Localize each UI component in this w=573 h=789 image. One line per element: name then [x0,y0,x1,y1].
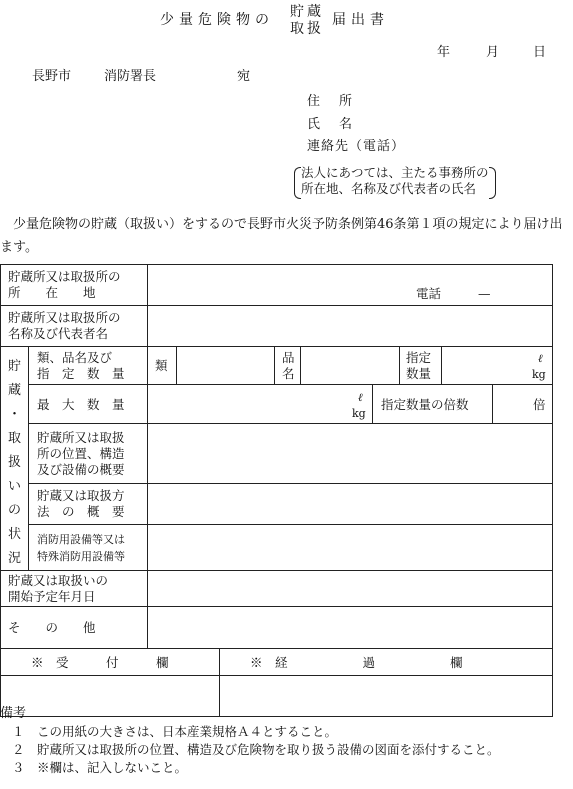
progress-header: ※ 経 過 欄 [250,655,463,670]
corporation-note [301,165,489,197]
status-vertical-char: 扱 [7,455,21,470]
type-label-line1: 類、品名及び [37,350,113,365]
status-vertical-char: 状 [7,527,21,542]
reception-header-cell [0,648,220,676]
method-label-cell [28,483,148,525]
note-2: ２ 貯蔵所又は取扱所の位置、構造及び危険物を取り扱う設備の図面を添付すること。 [12,742,500,757]
facility-overview-line3: 及び設備の概要 [37,462,125,477]
location-label-line2: 所 在 地 [8,285,96,300]
corporation-note-line2: 所在地、名称及び代表者の氏名 [301,181,477,196]
other-label: そ の 他 [8,620,96,635]
max-qty-unit-liter: ℓ [358,391,363,404]
form-title-prefix: 少量危険物の [160,12,274,28]
max-qty-unit-kg: kg [352,407,366,420]
facility-overview-line2: 所の位置、構造 [37,446,125,461]
form-title-stack [290,4,324,38]
note-3: ３ ※欄は、記入しないこと。 [12,760,188,775]
status-vertical-char: い [7,479,21,494]
status-vertical-label [1,355,28,571]
location-value-cell[interactable] [147,264,553,306]
start-date-line2: 開始予定年月日 [8,589,96,604]
facility-name-label-line2: 名称及び代表者名 [8,326,109,341]
method-label-line1: 貯蔵又は取扱方 [37,488,125,503]
designated-qty-label-bottom: 数量 [406,366,432,381]
status-vertical-char: 蔵 [7,383,21,398]
facility-name-value-cell[interactable] [147,305,553,347]
notes-heading: 備考 [0,706,27,721]
type-label-line2: 指 定 数 量 [37,366,125,381]
hinmei-label-top: 品 [282,350,295,365]
applicant-name-label: 氏 名 [307,117,356,132]
form-title-suffix: 届出書 [332,12,389,28]
fire-equipment-line1: 消防用設備等又は [37,533,125,546]
multiple-value-cell[interactable] [492,384,553,424]
hinmei-label-bottom: 名 [282,366,295,381]
fire-equipment-label-cell [28,524,148,571]
status-vertical-char: の [7,503,21,518]
date-day: 日 [533,45,547,60]
max-qty-label-cell [28,384,148,424]
phone-dash: — [478,286,491,301]
date-month: 月 [486,45,500,60]
start-date-value-cell[interactable] [147,570,553,607]
hinmei-label-cell [274,346,301,385]
multiple-unit: 倍 [533,397,546,412]
multiple-label-cell [372,384,493,424]
start-date-line1: 貯蔵又は取扱いの [8,573,109,588]
form-title-store: 貯蔵 [290,4,324,20]
applicant-contact-label: 連絡先（電話） [307,139,406,154]
applicant-address-label: 住 所 [307,94,356,109]
progress-header-cell [219,648,553,676]
rui-value-cell[interactable] [176,346,275,385]
hinmei-value-cell[interactable] [300,346,400,385]
fire-equipment-value-cell[interactable] [147,524,553,571]
rui-label: 類 [155,358,168,373]
start-date-label-cell [0,570,148,607]
location-label-line1: 貯蔵所又は取扱所の [8,269,121,284]
type-label-cell [28,346,148,385]
form-title-handle: 取扱 [290,21,324,37]
facility-name-label-line1: 貯蔵所又は取扱所の [8,310,121,325]
designated-qty-unit-kg: kg [532,368,546,381]
method-value-cell[interactable] [147,483,553,525]
status-vertical-char: 取 [7,431,21,446]
max-qty-label: 最 大 数 量 [37,397,125,412]
designated-qty-unit-liter: ℓ [538,352,543,365]
max-qty-value-cell[interactable] [147,384,373,424]
rui-label-cell [147,346,177,385]
status-vertical-cell [0,346,29,571]
phone-label: 電話 [416,286,442,301]
intro-statement: 少量危険物の貯蔵（取扱い）をするので長野市火災予防条例第46条第１項の規定により届け出ます。 [0,217,563,255]
facility-overview-line1: 貯蔵所又は取扱 [37,430,125,445]
status-vertical-char: 況 [7,551,21,566]
addressee-city: 長野市 [32,69,72,84]
addressee-chief: 消防署長 [104,69,157,84]
progress-value-cell [219,675,553,717]
location-label-cell [0,264,148,306]
designated-qty-label-cell [399,346,442,385]
multiple-label: 指定数量の倍数 [381,397,469,412]
corporation-note-line1: 法人にあつては、主たる事務所の [301,165,489,180]
status-vertical-char: 貯 [7,359,21,374]
reception-value-cell [0,675,220,717]
designated-qty-label-top: 指定 [406,350,432,365]
facility-name-label-cell [0,305,148,347]
note-1: １ この用紙の大きさは、日本産業規格Ａ４とすること。 [12,724,338,739]
other-label-cell [0,606,148,649]
facility-overview-value-cell[interactable] [147,423,553,484]
reception-header: ※ 受 付 欄 [31,655,169,670]
date-year: 年 [437,45,451,60]
designated-qty-value-cell[interactable] [441,346,553,385]
addressee-honorific: 宛 [237,69,251,84]
fire-equipment-line2: 特殊消防用設備等 [37,550,125,563]
other-value-cell[interactable] [147,606,553,649]
method-label-line2: 法 の 概 要 [37,504,125,519]
facility-overview-label-cell [28,423,148,484]
status-vertical-char: ・ [7,407,21,422]
